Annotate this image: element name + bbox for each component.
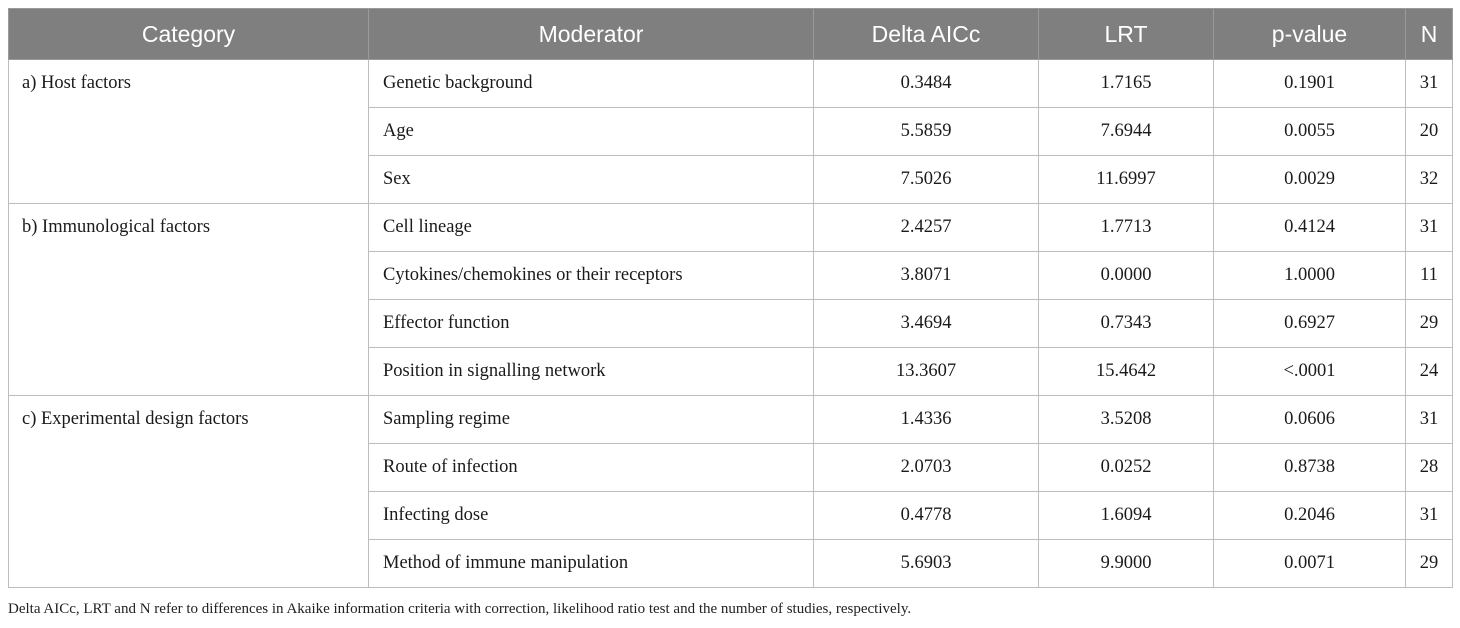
moderator-cell: Route of infection	[369, 444, 814, 492]
table-row	[9, 204, 1453, 252]
moderator-cell: Genetic background	[369, 60, 814, 108]
category-cell: a) Host factors	[9, 60, 369, 204]
results-table	[8, 8, 1453, 588]
delta-aicc-cell: 5.5859	[814, 108, 1039, 156]
lrt-cell: 0.7343	[1039, 300, 1214, 348]
p-value-cell: 0.0055	[1214, 108, 1406, 156]
n-cell: 31	[1406, 60, 1453, 108]
moderator-cell: Sex	[369, 156, 814, 204]
lrt-cell: 3.5208	[1039, 396, 1214, 444]
category-cell: c) Experimental design factors	[9, 396, 369, 588]
p-value-cell: <.0001	[1214, 348, 1406, 396]
table-row	[9, 396, 1453, 444]
header-moderator: Moderator	[369, 9, 814, 60]
table-footnote: Delta AICc, LRT and N refer to differences in Akaike information criteria with correction, likelihood ratio test and the number of studies, respectively.	[8, 601, 912, 617]
delta-aicc-cell: 3.4694	[814, 300, 1039, 348]
n-cell: 31	[1406, 396, 1453, 444]
n-cell: 20	[1406, 108, 1453, 156]
header-lrt: LRT	[1039, 9, 1214, 60]
delta-aicc-cell: 5.6903	[814, 540, 1039, 588]
header-p-value: p-value	[1214, 9, 1406, 60]
n-cell: 24	[1406, 348, 1453, 396]
lrt-cell: 0.0252	[1039, 444, 1214, 492]
header-n: N	[1406, 9, 1453, 60]
p-value-cell: 0.2046	[1214, 492, 1406, 540]
category-cell: b) Immunological factors	[9, 204, 369, 396]
p-value-cell: 0.0029	[1214, 156, 1406, 204]
header-category: Category	[9, 9, 369, 60]
delta-aicc-cell: 2.0703	[814, 444, 1039, 492]
delta-aicc-cell: 0.4778	[814, 492, 1039, 540]
table-row	[9, 60, 1453, 108]
p-value-cell: 0.8738	[1214, 444, 1406, 492]
n-cell: 28	[1406, 444, 1453, 492]
p-value-cell: 0.4124	[1214, 204, 1406, 252]
p-value-cell: 0.1901	[1214, 60, 1406, 108]
moderator-cell: Age	[369, 108, 814, 156]
p-value-cell: 0.6927	[1214, 300, 1406, 348]
delta-aicc-cell: 7.5026	[814, 156, 1039, 204]
lrt-cell: 1.7165	[1039, 60, 1214, 108]
table-header-row	[9, 9, 1453, 60]
lrt-cell: 15.4642	[1039, 348, 1214, 396]
moderator-cell: Effector function	[369, 300, 814, 348]
n-cell: 31	[1406, 492, 1453, 540]
moderator-cell: Method of immune manipulation	[369, 540, 814, 588]
moderator-cell: Sampling regime	[369, 396, 814, 444]
n-cell: 11	[1406, 252, 1453, 300]
n-cell: 32	[1406, 156, 1453, 204]
p-value-cell: 0.0606	[1214, 396, 1406, 444]
moderator-cell: Position in signalling network	[369, 348, 814, 396]
n-cell: 29	[1406, 540, 1453, 588]
lrt-cell: 1.7713	[1039, 204, 1214, 252]
header-delta-aicc: Delta AICc	[814, 9, 1039, 60]
lrt-cell: 1.6094	[1039, 492, 1214, 540]
lrt-cell: 0.0000	[1039, 252, 1214, 300]
n-cell: 31	[1406, 204, 1453, 252]
n-cell: 29	[1406, 300, 1453, 348]
lrt-cell: 7.6944	[1039, 108, 1214, 156]
moderator-cell: Infecting dose	[369, 492, 814, 540]
moderator-cell: Cytokines/chemokines or their receptors	[369, 252, 814, 300]
p-value-cell: 0.0071	[1214, 540, 1406, 588]
delta-aicc-cell: 13.3607	[814, 348, 1039, 396]
delta-aicc-cell: 3.8071	[814, 252, 1039, 300]
moderator-cell: Cell lineage	[369, 204, 814, 252]
lrt-cell: 11.6997	[1039, 156, 1214, 204]
p-value-cell: 1.0000	[1214, 252, 1406, 300]
delta-aicc-cell: 2.4257	[814, 204, 1039, 252]
delta-aicc-cell: 1.4336	[814, 396, 1039, 444]
lrt-cell: 9.9000	[1039, 540, 1214, 588]
delta-aicc-cell: 0.3484	[814, 60, 1039, 108]
